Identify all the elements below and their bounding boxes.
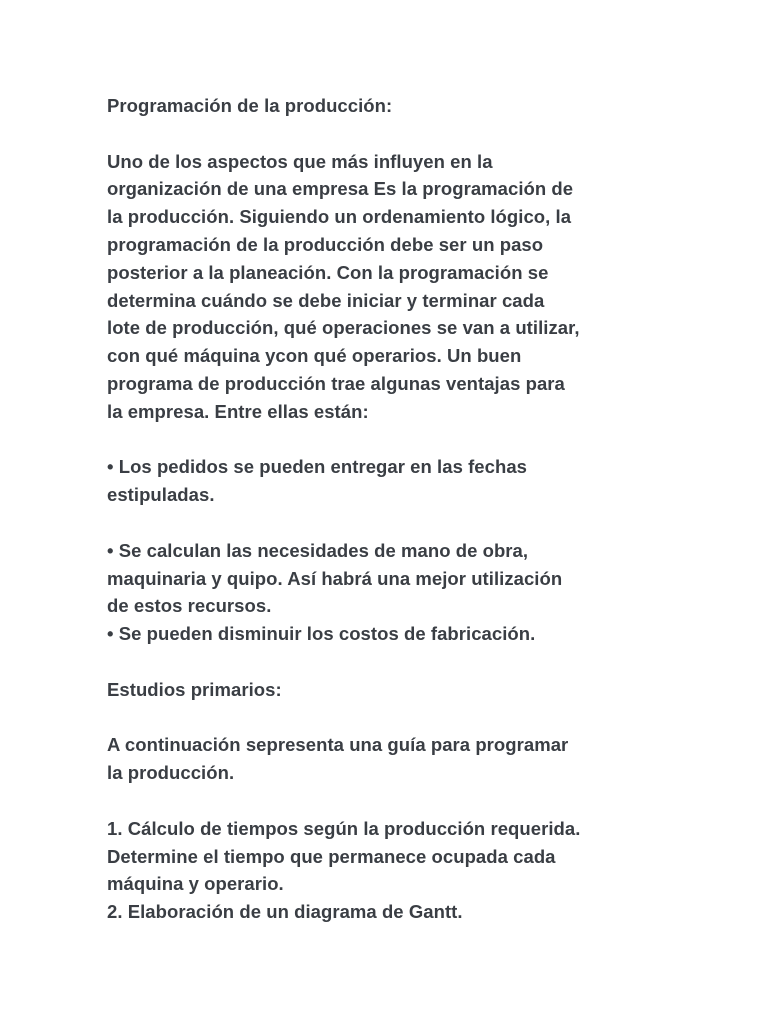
text-line: lote de producción, qué operaciones se van a utilizar,	[107, 317, 580, 339]
text-line: programa de producción trae algunas ventajas para	[107, 372, 565, 394]
document-body	[107, 92, 667, 926]
text-line: con qué máquina ycon qué operarios. Un buen	[107, 345, 522, 367]
numbered-step	[107, 898, 667, 926]
text-line: la empresa. Entre ellas están:	[107, 400, 369, 422]
text-line: la producción. Siguiendo un ordenamiento lógico, la	[107, 206, 572, 228]
bullet-item	[107, 620, 667, 648]
text-line: • Los pedidos se pueden entregar en las fechas	[107, 456, 528, 478]
text-line: posterior a la planeación. Con la programación se	[107, 261, 549, 283]
text-line: Uno de los aspectos que más influyen en la	[107, 150, 493, 172]
bullet-item	[107, 537, 667, 620]
paragraph-gap	[107, 787, 667, 815]
text-line: organización de una empresa Es la programación de	[107, 178, 574, 200]
text-line: maquinaria y quipo. Así habrá una mejor utilización	[107, 567, 563, 589]
text-line: • Se calculan las necesidades de mano de obra,	[107, 539, 529, 561]
text-line: máquina y operario.	[107, 873, 284, 895]
paragraph-gap	[107, 509, 667, 537]
paragraph-gap	[107, 426, 667, 454]
text-line: 1. Cálculo de tiempos según la producción requerida.	[107, 817, 581, 839]
document-heading: Programación de la producción:	[107, 95, 393, 116]
text-line: • Se pueden disminuir los costos de fabricación.	[107, 623, 536, 645]
text-line: determina cuándo se debe iniciar y terminar cada	[107, 289, 545, 311]
numbered-step	[107, 815, 667, 898]
paragraph-gap	[107, 120, 667, 148]
text-line: Determine el tiempo que permanece ocupada cada	[107, 845, 556, 867]
guide-paragraph	[107, 731, 667, 787]
intro-paragraph	[107, 148, 667, 426]
text-line: la producción.	[107, 762, 235, 784]
text-line: de estos recursos.	[107, 595, 272, 617]
text-line: estipuladas.	[107, 484, 215, 506]
text-line: A continuación sepresenta una guía para programar	[107, 734, 569, 756]
paragraph-gap	[107, 704, 667, 732]
bullet-item	[107, 453, 667, 509]
document-subheading: Estudios primarios:	[107, 678, 282, 700]
paragraph-gap	[107, 648, 667, 676]
text-line: 2. Elaboración de un diagrama de Gantt.	[107, 901, 463, 923]
text-line: programación de la producción debe ser un paso	[107, 233, 544, 255]
